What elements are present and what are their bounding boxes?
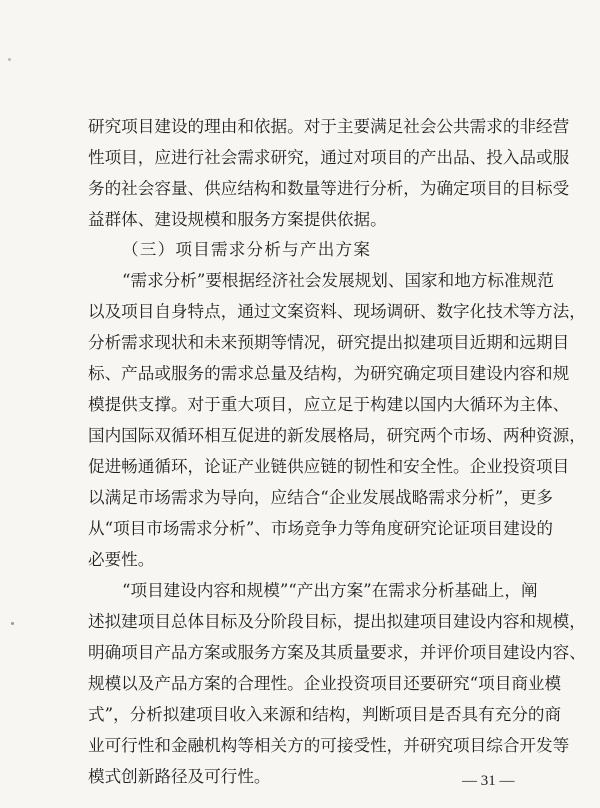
scan-speck: [8, 58, 11, 61]
paragraph-line: 述拟建项目总体目标及分阶段目标，提出拟建项目建设内容和规模，: [88, 612, 586, 631]
section-heading: （三）项目需求分析与产出方案: [122, 240, 372, 259]
paragraph-line: 研究项目建设的理由和依据。对于主要满足社会公共需求的非经营: [88, 117, 570, 136]
paragraph-line: 以满足市场需求为导向，应结合“企业发展战略需求分析”，更多: [88, 488, 553, 507]
paragraph-line: 规模以及产品方案的合理性。企业投资项目还要研究“项目商业模: [88, 674, 562, 693]
paragraph-line: 国内国际双循环相互促进的新发展格局，研究两个市场、两种资源，: [88, 426, 586, 445]
paragraph-line: 分析需求现状和未来预期等情况，研究提出拟建项目近期和远期目: [88, 333, 570, 352]
paragraph-line: 模提供支撑。对于重大项目，应立足于构建以国内大循环为主体、: [88, 395, 570, 414]
paragraph-line: 明确项目产品方案或服务方案及其质量要求，并评价项目建设内容、: [88, 643, 586, 662]
paragraph-line: “需求分析”要根据经济社会发展规划、国家和地方标准规范: [122, 271, 554, 290]
paragraph-line: 性项目，应进行社会需求研究，通过对项目的产出品、投入品或服: [88, 148, 570, 167]
paragraph-line: 必要性。: [88, 550, 155, 569]
paragraph-line: 从“项目市场需求分析”、市场竞争力等角度研究论证项目建设的: [88, 519, 553, 538]
paragraph-line: 模式创新路径及可行性。: [88, 767, 271, 786]
paragraph-line: 业可行性和金融机构等相关方的可接受性，并研究项目综合开发等: [88, 736, 570, 755]
paragraph-line: 标、产品或服务的需求总量及结构，为研究确定项目建设内容和规: [88, 364, 570, 383]
paragraph-line: 以及项目自身特点，通过文案资料、现场调研、数字化技术等方法，: [88, 302, 586, 321]
paragraph-line: 务的社会容量、供应结构和数量等进行分析，为确定项目的目标受: [88, 179, 570, 198]
paragraph-line: 益群体、建设规模和服务方案提供依据。: [88, 210, 387, 229]
paragraph-line: 式”，分析拟建项目收入来源和结构，判断项目是否具有充分的商: [88, 705, 562, 724]
paragraph-line: 促进畅通循环，论证产业链供应链的韧性和安全性。企业投资项目: [88, 457, 570, 476]
paragraph-line: “项目建设内容和规模”“产出方案”在需求分析基础上，阐: [122, 581, 538, 600]
page-number: — 31 —: [462, 773, 515, 789]
scan-speck: [11, 622, 14, 625]
